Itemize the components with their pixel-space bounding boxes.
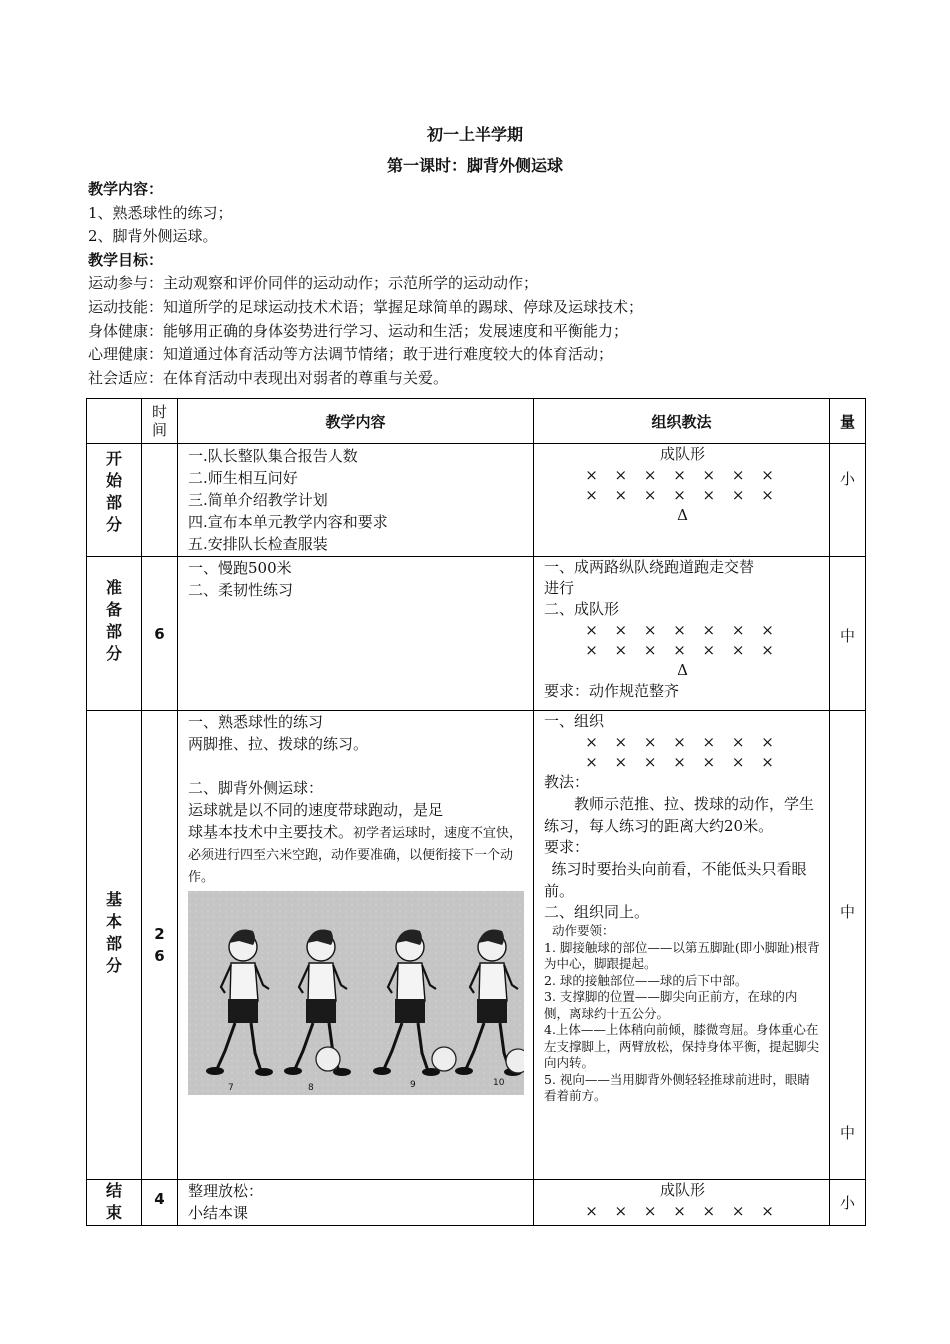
amount-cell: 中 [830,557,866,711]
table-header-row [87,399,866,444]
content-line: 二.师生相互问好 [188,469,298,487]
figure-number: 10 [493,1078,505,1088]
section-char: 分 [105,956,122,975]
table-row [87,711,866,1180]
amount-cell: 小 [830,444,866,557]
method-line: 教法： [544,773,590,791]
intro-block [88,178,868,390]
header-amount: 量 [830,399,866,444]
dribbling-illustration [188,891,524,1095]
section-char: 开 [105,449,122,468]
content-line: 五.安排队长检查服装 [188,535,328,553]
method-paragraph: 教师示范推、拉、拨球的动作，学生练习，每人练习的距离大约20米。 [544,795,815,835]
formation-row: × × × × × × × [585,466,780,484]
content-line: 一.队长整队集合报告人数 [188,447,358,465]
formation-row: × × × × × × × [585,486,780,504]
table-row [87,1180,866,1226]
content-line: 运球就是以不同的速度带球跑动，是足 [188,801,444,819]
goal-item: 心理健康：知道通过体育活动等方法调节情绪；敢于进行难度较大的体育活动； [88,345,614,364]
method-line: 二、成队形 [544,600,620,618]
amount-cell: 小 [830,1180,866,1226]
section-label [87,1180,142,1226]
essentials-label: 动作要领： [552,923,615,938]
content-item: 2、脚背外侧运球。 [88,227,218,246]
header-method: 组织教法 [534,399,830,444]
essential-item: 2. 球的接触部位——球的后下中部。 [544,972,748,988]
method-line: 要求： [544,838,590,856]
section-char: 束 [105,1203,122,1222]
content-cell [178,711,534,1180]
section-char: 准 [105,578,122,597]
formation-row: × × × × × × × [585,621,780,639]
method-cell [534,1180,830,1226]
section-char: 基 [105,890,122,909]
method-line: 进行 [544,579,575,597]
content-cell [178,557,534,711]
time-cell [142,711,178,1180]
formation-row: × × × × × × × [585,1202,780,1220]
essential-item: 3. 支撑脚的位置——脚尖向正前方，在球的内侧，离球约十五公分。 [544,989,798,1021]
header-section [87,399,142,444]
figure-number: 7 [228,1083,234,1093]
essential-item: 1. 脚接触球的部位——以第五脚趾(即小脚趾)根背为中心，脚跟提起。 [544,939,820,971]
method-line: 二、组织同上。 [544,903,650,921]
table-row [87,444,866,557]
method-cell [534,444,830,557]
method-paragraph: 练习时要抬头向前看，不能低头只看眼前。 [544,860,807,900]
section-char: 部 [105,493,122,512]
section-char: 始 [105,471,122,490]
formation-row: × × × × × × × [585,733,780,751]
content-line: 一、慢跑500米 [188,559,292,577]
content-cell [178,444,534,557]
essential-item: 5. 视向——当用脚背外侧轻轻推球前进时，眼睛看着前方。 [544,1071,810,1103]
essential-item: 4.上体——上体稍向前倾，膝微弯屈。身体重心在左支撑脚上，两臂放松，保持身体平衡，提起脚尖向内转。 [544,1022,820,1070]
content-line: 二、柔韧性练习 [188,581,294,599]
content-cell [178,1180,534,1226]
amount-value: 中 [839,1124,855,1142]
content-line: 小结本课 [188,1204,249,1222]
lesson-plan-table [86,398,866,1226]
method-cell [534,557,830,711]
amount-value: 中 [839,903,855,921]
formation-row: × × × × × × × [585,753,780,771]
header-content: 教学内容 [178,399,534,444]
figure-number: 9 [410,1080,416,1090]
section-char: 部 [105,934,122,953]
header-time-top: 时 [151,403,167,421]
header-time-bottom: 间 [151,421,167,439]
content-line: 四.宣布本单元教学内容和要求 [188,513,388,531]
teacher-mark: Δ [677,506,688,524]
section-char: 分 [105,644,122,663]
content-text: 球基本技术中主要技术。 [188,823,354,841]
formation-row: × × × × × × × [585,641,780,659]
content-note: 初学者运球时，速度不宜快，必须进行四至六米空跑，动作要准确，以便衔接下一个动作。 [188,826,523,885]
teacher-mark: Δ [677,661,688,679]
time-value: 26 [154,925,165,965]
section-char: 本 [105,912,122,931]
content-line: 整理放松： [188,1182,264,1200]
lesson-title: 第一课时：脚背外侧运球 [386,156,563,175]
time-cell: 4 [142,1180,178,1226]
goal-item: 运动技能：知道所学的足球运动技术术语；掌握足球简单的踢球、停球及运球技术； [88,297,644,316]
section-char: 备 [105,600,122,619]
method-line: 一、组织 [544,712,605,730]
content-line [188,821,527,887]
semester-title: 初一上半学期 [426,125,523,144]
time-cell [142,444,178,557]
header-time [142,399,178,444]
content-line: 二、脚背外侧运球： [188,779,324,797]
content-line: 一、熟悉球性的练习 [188,713,324,731]
table-row [87,557,866,711]
goals-heading: 教学目标： [88,250,164,269]
formation-label: 成队形 [659,445,705,463]
requirement-line: 要求：动作规范整齐 [544,682,680,700]
section-char: 分 [105,515,122,534]
goal-item: 身体健康：能够用正确的身体姿势进行学习、运动和生活；发展速度和平衡能力； [88,321,629,340]
section-label [87,557,142,711]
method-cell [534,711,830,1180]
section-label [87,444,142,557]
content-line: 两脚推、拉、拨球的练习。 [188,735,369,753]
content-heading: 教学内容： [88,180,164,198]
section-char: 结 [105,1181,122,1200]
content-item: 1、熟悉球性的练习； [88,203,233,222]
amount-cell [830,711,866,1180]
goal-item: 社会适应：在体育活动中表现出对弱者的尊重与关爱。 [88,368,449,387]
section-char: 部 [105,622,122,641]
section-label [87,711,142,1180]
content-line: 三.简单介绍教学计划 [188,491,328,509]
figure-number: 8 [308,1083,314,1093]
formation-label: 成队形 [659,1181,705,1199]
goal-item: 运动参与：主动观察和评价同伴的运动动作；示范所学的运动动作； [88,274,539,293]
time-cell: 6 [142,557,178,711]
method-line: 一、成两路纵队绕跑道跑走交替 [544,558,755,576]
